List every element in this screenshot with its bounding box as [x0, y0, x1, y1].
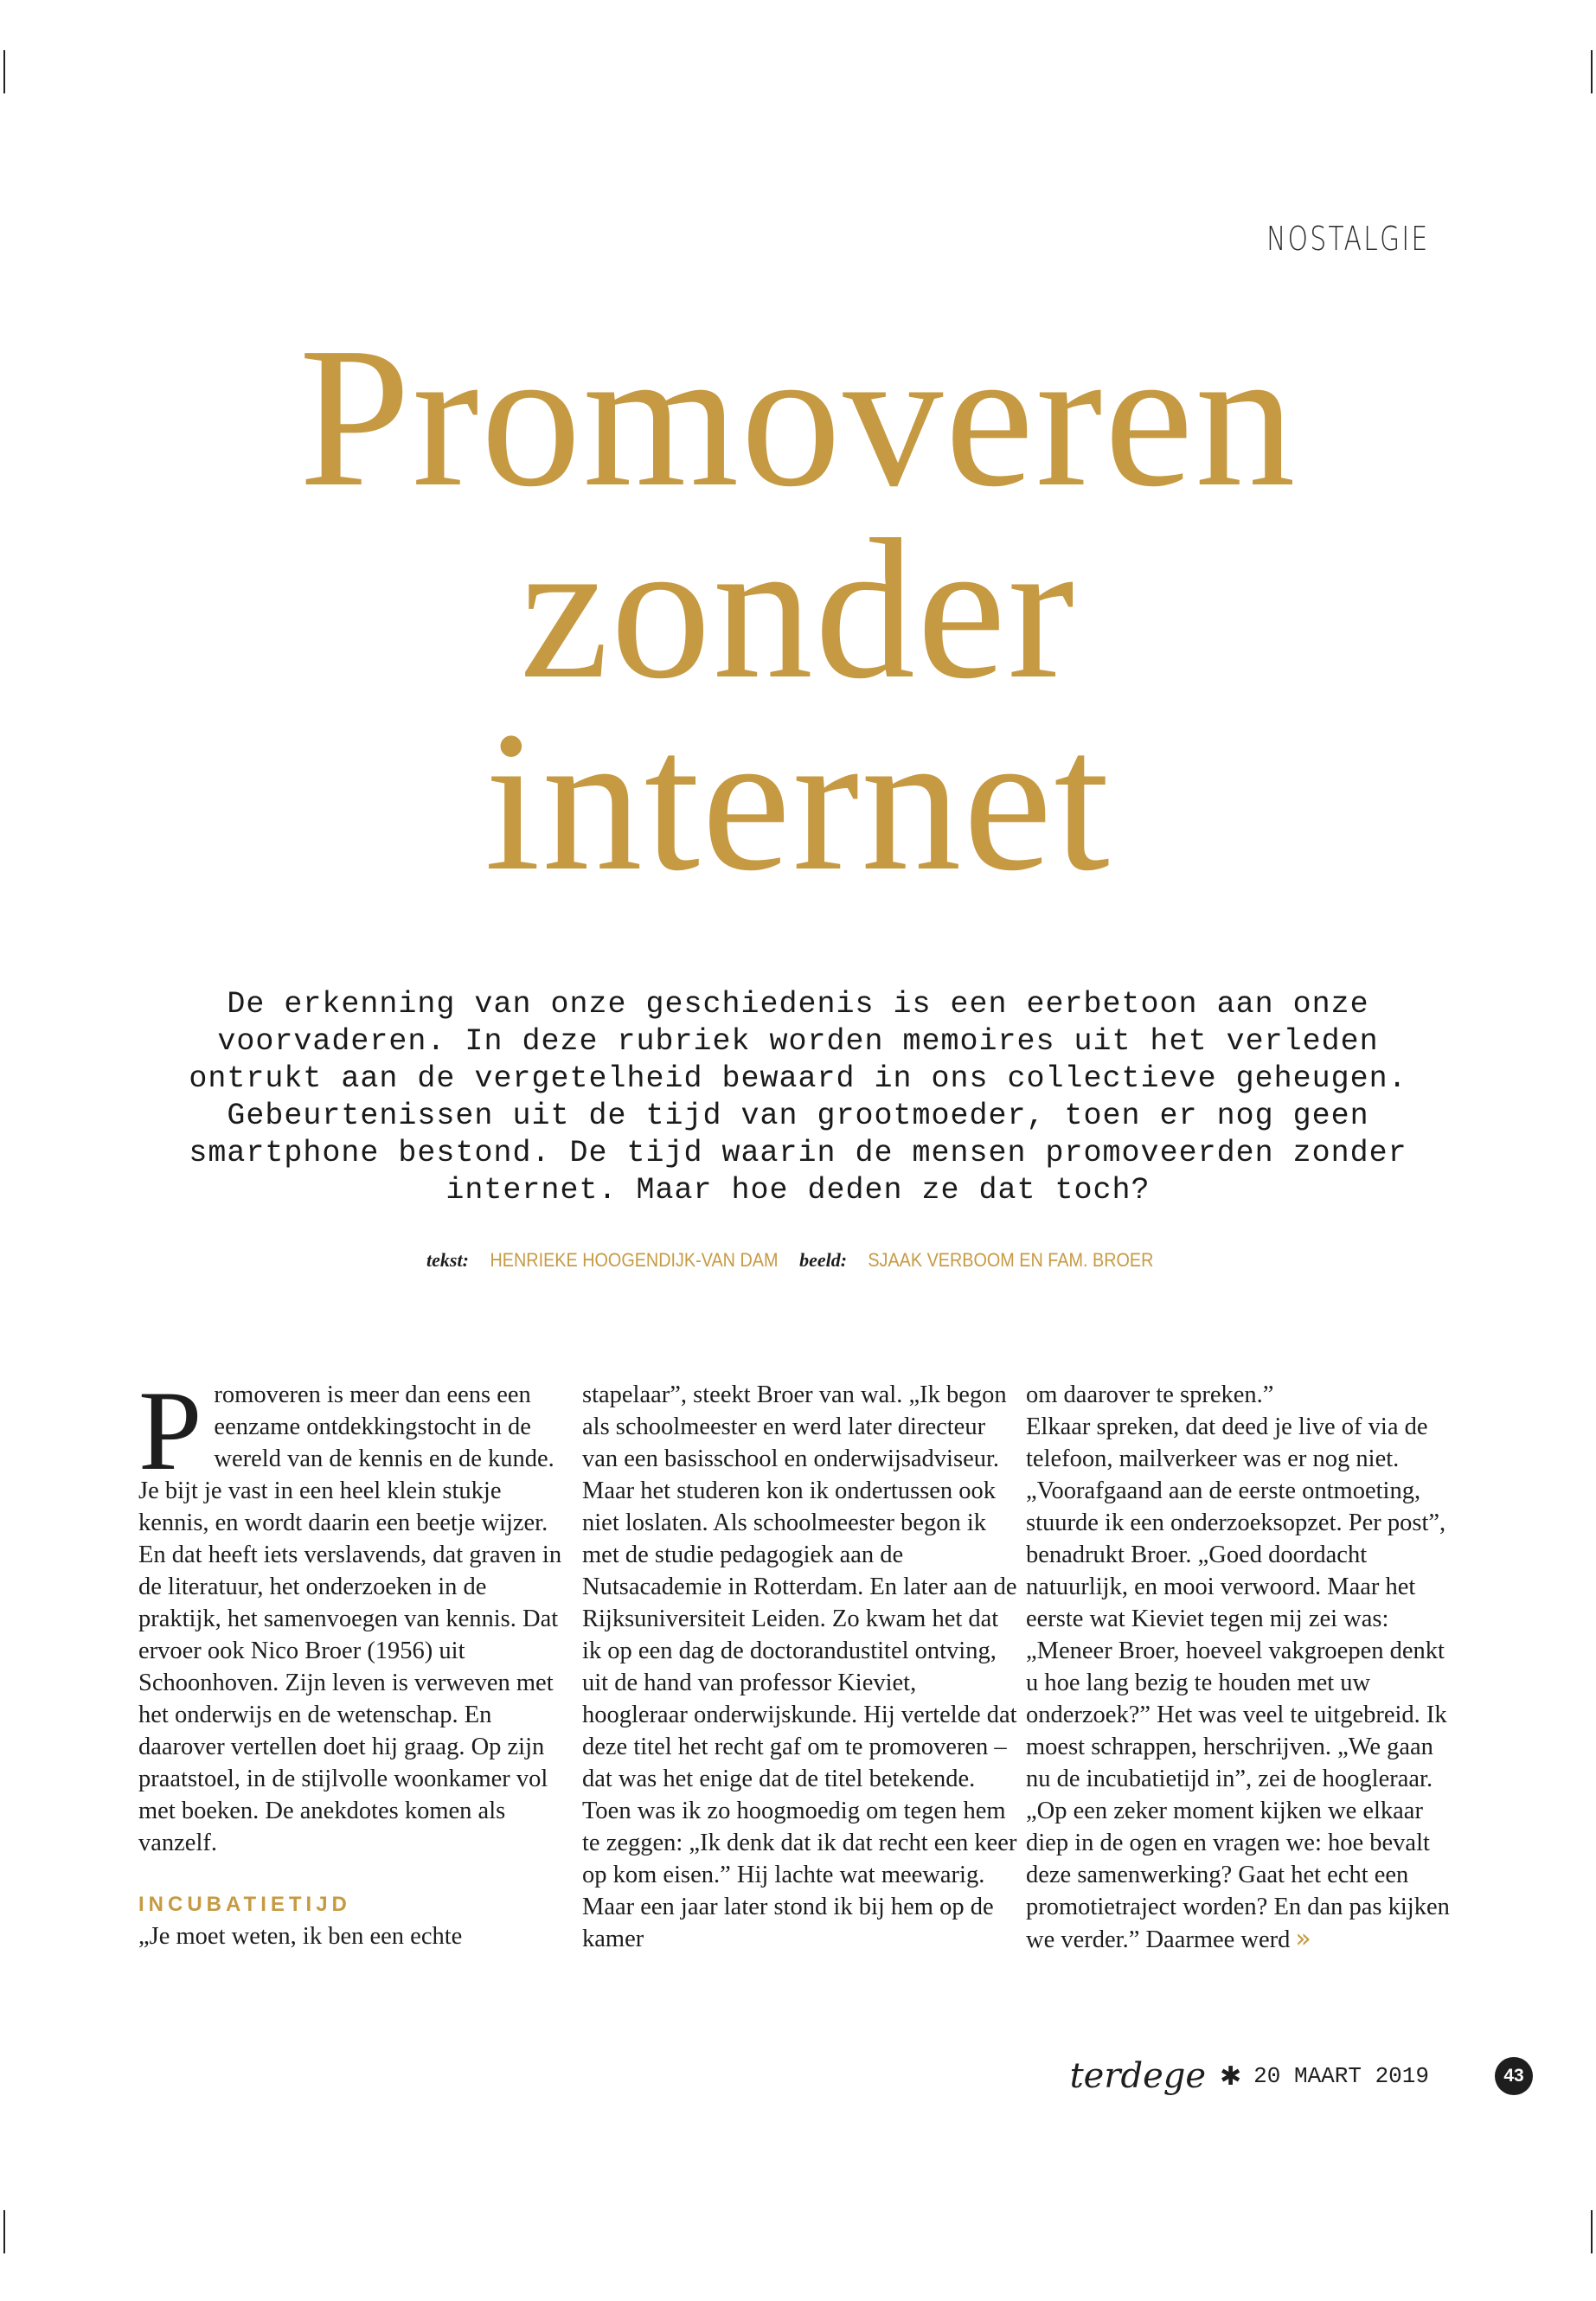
article-column-3 [1026, 1379, 1463, 1956]
section-label: NOSTALGIE [1266, 220, 1430, 258]
title-line-3: internet [484, 690, 1112, 913]
image-credit-author: SJAAK VERBOOM EN FAM. BROER [868, 1249, 1154, 1271]
text-credit-author: HENRIEKE HOOGENDIJK-VAN DAM [490, 1249, 779, 1271]
article-title [0, 306, 1596, 913]
article-column-2 [582, 1379, 1019, 1955]
intro-lead: De erkenning van onze geschiedenis is een eerbetoon aan onze voorvaderen. In deze rubriek worden memoires uit het verleden ontrukt aan de vergetelheid bewaard in ons collectieve geheugen. Gebeurtenissen uit de tijd van grootmoeder, toen er nog geen smartphone bestond. De tijd waarin de mensen promoveerden zonder internet. Maar hoe deden ze dat toch? [189, 987, 1407, 1208]
column-1-continuation: „Je moet weten, ik ben een echte [138, 1923, 463, 1950]
title-line-1: Promoveren [298, 306, 1298, 529]
crop-mark-bottom-right [1591, 2210, 1593, 2253]
title-line-2: zonder [519, 498, 1077, 721]
subheading: INCUBATIETIJD [138, 1893, 351, 1916]
opening-text: romoveren is meer dan eens een eenzame ontdekkingstocht in de wereld van de kennis en de kunde. Je bijt je vast in een heel klein stukje kennis, en wordt daarin een beetje wijzer. En dat heeft iets verslavends, dat graven in de literatuur, het onderzoeken in de praktijk, het samenvoegen van kennis. Dat ervoer ook Nico Broer (1956) uit Schoonhoven. Zijn leven is verweven met het onderwijs en de wetenschap. En daarover vertellen doet hij graag. Op zijn praatstoel, in de stijlvolle woonkamer vol met boeken. De anekdotes komen als vanzelf. [138, 1381, 562, 1856]
continue-arrow-icon: » [1295, 1924, 1311, 1954]
byline [0, 1249, 1596, 1272]
crop-mark-top-left [3, 50, 5, 93]
crop-mark-top-right [1591, 50, 1593, 93]
column-3-body: Elkaar spreken, dat deed je live of via de telefoon, mailverkeer was er nog niet. „Voorafgaand aan de eerste ontmoeting, stuurde ik een onderzoeksopzet. Per post”, benadrukt Broer. „Goed doordacht natuurlijk, en mooi verwoord. Maar het eerste wat Kieviet tegen mij zei was: „Meneer Broer, hoeveel vakgroepen denkt u hoe lang bezig te houden met uw onderzoek?” Het was veel te uitgebreid. Ik moest schrappen, herschrijven. „We gaan nu de incubatietijd in”, zei de hoogleraar. „Op een zeker moment kijken we elkaar diep in de ogen en vragen we: hoe bevalt deze samenwerking? Gaat het echt een promotietraject worden? En dan pas kijken we verder.” Daarmee werd [1026, 1413, 1450, 1953]
issue-date: 20 MAART 2019 [1253, 2063, 1429, 2089]
asterisk-icon: ✱ [1220, 2061, 1242, 2092]
drop-cap: P [138, 1367, 202, 1494]
page-number: 43 [1495, 2057, 1533, 2095]
crop-mark-bottom-left [3, 2210, 5, 2253]
column-3-text-b [1026, 1411, 1463, 1956]
image-credit-label: beeld: [799, 1249, 848, 1271]
page-footer [1070, 2056, 1429, 2096]
magazine-logo: terdege [1069, 2056, 1207, 2096]
text-credit-label: tekst: [426, 1249, 469, 1271]
column-2-text: stapelaar”, steekt Broer van wal. „Ik begon als schoolmeester en werd later directeur van een basisschool en onderwijsadviseur. Maar het studeren kon ik ondertussen ook niet loslaten. Als schoolmeester begon ik met de studie pedagogiek aan de Nutsacademie in Rotterdam. En later aan de Rijksuniversiteit Leiden. Zo kwam het dat ik op een dag de doctorandustitel ontving, uit de hand van professor Kieviet, hoogleraar onderwijskunde. Hij vertelde dat deze titel het recht gaf om te promoveren – dat was het enige dat de titel betekende. Toen was ik zo hoogmoedig om tegen hem te zeggen: „Ik denk dat ik dat recht een keer op kom eisen.” Hij lachte wat meewarig. Maar een jaar later stond ik bij hem op de kamer [582, 1381, 1017, 1952]
article-column-1 [138, 1367, 575, 1952]
opening-paragraph [138, 1367, 575, 1859]
column-3-text-a: om daarover te spreken.” [1026, 1381, 1274, 1408]
